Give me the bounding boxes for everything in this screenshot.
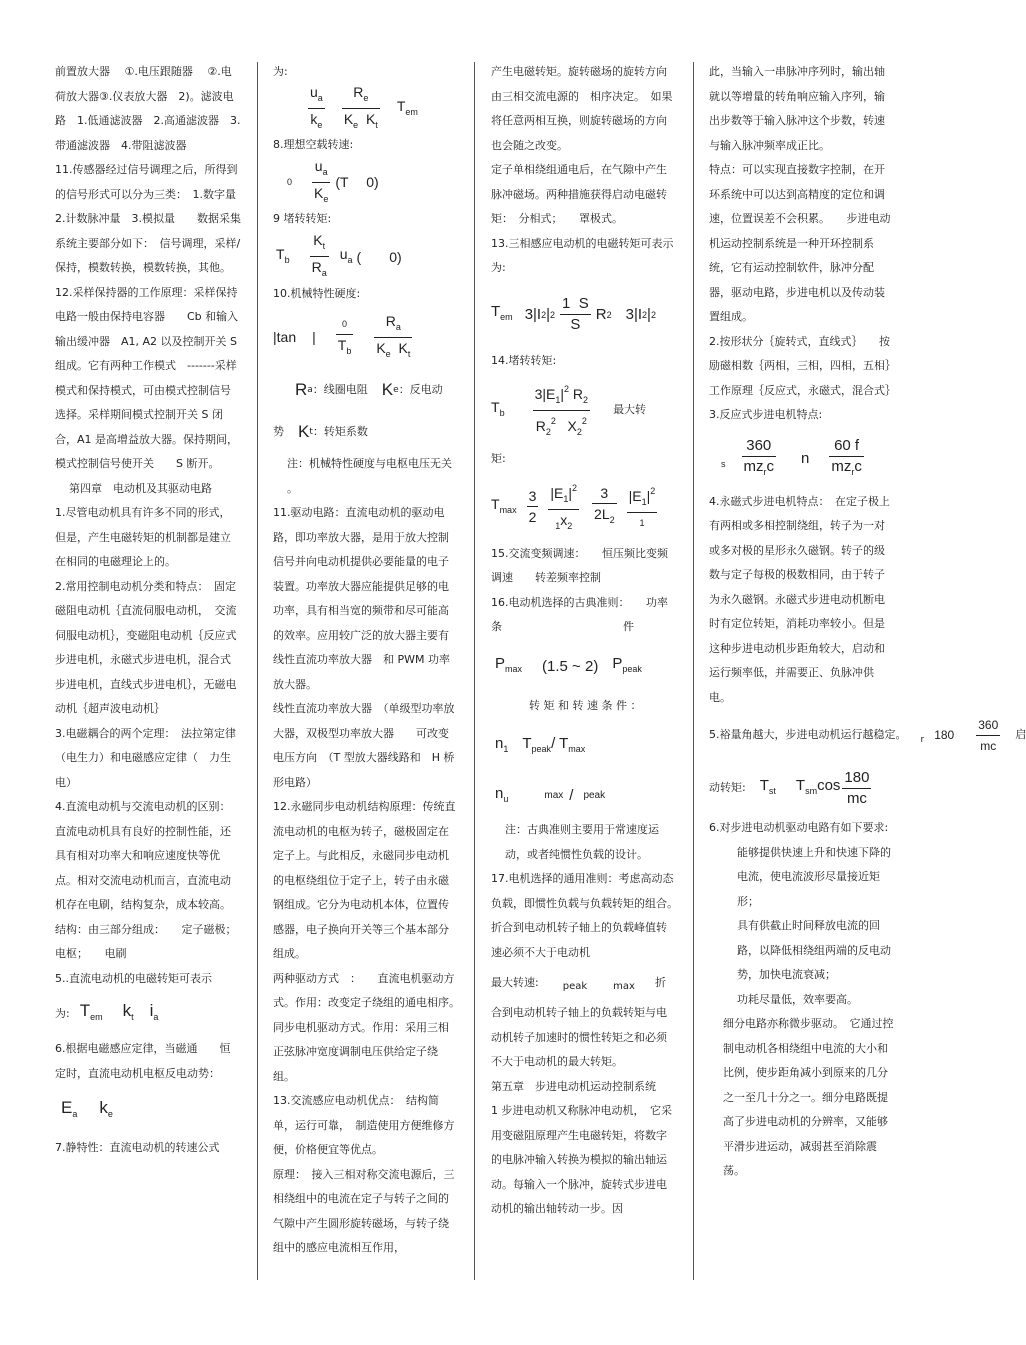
sym: T <box>491 495 500 512</box>
sym: / T <box>551 734 569 752</box>
sym: K <box>398 339 408 356</box>
text: 最大转速: <box>491 975 539 989</box>
sym: |E <box>550 484 564 501</box>
sym: 3 <box>625 305 634 323</box>
sym: E <box>61 1098 73 1117</box>
sym: X <box>567 417 577 434</box>
sym: k <box>99 1098 108 1117</box>
eq-term <box>551 735 585 758</box>
sym: | <box>646 487 651 504</box>
sym: max <box>568 743 586 754</box>
sym: 1 <box>641 496 647 507</box>
sym: n <box>495 784 504 802</box>
paragraph: 11.驱动电路：直流电动机的驱动电路，即功率放大器，是用于放大控制信号并向电动机提供必要能量的电子装置。功率放大器应能提供足够的电功率，具有相当宽的频带和尽可能高的效率。应用较广泛的放大器主要有 线性直流功率放大器 和 PWM 功率放大器。 <box>273 506 450 691</box>
sym: 0 <box>287 177 293 187</box>
eq-term <box>495 785 508 808</box>
sym: 2 <box>541 309 547 320</box>
paragraph: 细分电路亦称微步驱动。 它通过控制电动机各相绕组中电流的大小和比例，使步距角减小到原来的几分之一至几十分之一。细分电路既提高了步进电动机的分辨率，又能够平滑步进运动，减弱甚至消除震荡。 <box>723 1017 894 1177</box>
fraction <box>842 769 871 808</box>
sym: 3 <box>534 385 543 402</box>
text: 势 <box>273 424 284 438</box>
sym: K <box>365 111 376 127</box>
fraction <box>312 157 330 208</box>
equation-ea <box>55 1086 241 1136</box>
eq-term <box>612 655 642 678</box>
paragraph: 原理： 接入三相对称交流电源后，三相绕组中的电流在定子与转子之间的气隙中产生圆形旋转磁场，与转子绕组中的感应电流相互作用， <box>273 1167 455 1254</box>
sym: k <box>310 111 318 127</box>
sym: T <box>522 734 532 752</box>
sym: 2 <box>642 309 648 320</box>
column-1 <box>55 60 247 1161</box>
paragraph: 注：古典准则主要用于常速度运动，或者纯惯性负载的设计。 <box>505 823 659 861</box>
sym: a <box>72 1109 78 1119</box>
sym: 1 <box>555 520 561 531</box>
column-divider <box>474 62 475 1280</box>
sym: T <box>795 776 806 794</box>
paragraph: 6.对步进电动机驱动电路有如下要求: <box>709 821 889 834</box>
sym: | <box>568 484 573 501</box>
sym: |tan <box>273 329 297 345</box>
sym: n <box>801 449 810 467</box>
paragraph: 注：机械特性硬度与电枢电压无关 。 <box>287 457 452 495</box>
sym: K <box>343 111 354 127</box>
equation-noload <box>287 157 456 207</box>
sym: e <box>393 384 399 395</box>
paragraph: 9 堵转转矩: <box>273 212 332 225</box>
sym: a <box>395 321 401 332</box>
fraction <box>829 437 864 481</box>
sym: 60 f <box>829 437 864 457</box>
sym: r <box>851 466 855 477</box>
sym: P <box>495 655 506 672</box>
text: 启 <box>1015 727 1026 741</box>
sym: T <box>491 399 500 415</box>
paragraph: 1 步进电动机又称脉冲电动机， 它采用变磁阻原理产生电磁转矩，将数字的电脉冲输入转换为模拟的输出轴运动。每输入一个脉冲，旋转式步进电动机的输出轴转动一步。因 <box>491 1104 672 1215</box>
eq-term <box>491 398 505 422</box>
paragraph: 13.三相感应电动机的电磁转矩可表示为: <box>491 236 674 274</box>
equation-tb-induction <box>491 373 677 447</box>
chapter-heading: 第四章 电动机及其驱动电路 <box>69 481 212 495</box>
sym: 2 <box>609 515 615 525</box>
eq-term <box>491 495 517 519</box>
sym: e <box>107 1109 113 1119</box>
sym: 1 <box>555 394 561 405</box>
max-speed-line <box>491 965 677 1001</box>
eq-term <box>522 735 551 758</box>
sym: | <box>546 305 551 323</box>
sym: a <box>322 166 328 177</box>
eq-term <box>61 1099 77 1123</box>
paragraph: 功耗尽量低，效率要高。 <box>737 992 858 1006</box>
sym: 2 <box>567 520 573 531</box>
sym: 180 <box>842 769 871 789</box>
sym: c <box>854 457 862 475</box>
sym: peak <box>531 743 552 754</box>
sym: t <box>407 348 411 359</box>
sym: i <box>149 1001 154 1020</box>
fraction <box>527 487 539 526</box>
sym: sm <box>805 785 818 796</box>
sym: t <box>131 1012 134 1022</box>
sym: 3 <box>527 487 539 507</box>
sym: mc <box>980 738 997 753</box>
sym: T <box>396 97 406 114</box>
equation-hardness <box>273 306 456 368</box>
margin-angle-line <box>709 710 1026 760</box>
paragraph: 16.电动机选择的古典准则： 功率条 件 <box>491 595 668 633</box>
sym: u <box>310 84 318 100</box>
fraction <box>742 437 777 481</box>
sym: u <box>503 793 509 804</box>
fraction <box>976 716 1000 755</box>
sym: K <box>314 184 324 201</box>
sym: a <box>347 254 353 265</box>
sym: |I <box>633 305 643 323</box>
sym: T <box>491 303 501 320</box>
sym: peak <box>583 790 606 801</box>
sym: 2 <box>650 309 656 320</box>
sym: / <box>569 787 574 804</box>
eq-term <box>123 1002 134 1026</box>
sym: 3 <box>524 305 534 323</box>
sym: S <box>578 295 589 312</box>
paragraph: 转 矩 和 转 速 条 件 ： <box>529 698 642 712</box>
equation-tem-induction <box>491 281 677 349</box>
sym: st <box>768 785 776 796</box>
paragraph: 具有供截止时间释放电流的回路，以降低相绕组两端的反电动势，加快电流衰减； <box>737 919 891 981</box>
column-3 <box>491 60 684 1222</box>
sym: 360 <box>742 437 777 457</box>
sym: b <box>499 408 505 418</box>
legend-ra-ke <box>295 368 456 412</box>
sym: a <box>317 93 323 103</box>
text: ：转矩系数 <box>312 424 368 438</box>
fraction <box>308 83 325 134</box>
equation-nu <box>495 774 677 818</box>
sym: em <box>405 106 418 117</box>
sym: 2 <box>650 485 656 496</box>
sym: R <box>353 84 364 100</box>
eq-term <box>340 245 353 269</box>
paragraph: 2.按形状分｛旋转式，直线式｝ 按励磁相数｛两相，三相，四相，五相｝工作原理｛反应式，永磁式，混合式｝ <box>709 334 896 397</box>
sym: peak <box>562 980 588 992</box>
sym: 180 <box>934 728 955 742</box>
sym: 2 <box>550 415 556 426</box>
text: 矩: <box>491 452 506 465</box>
sym: T <box>276 245 285 262</box>
sym: R <box>535 417 546 434</box>
equation-tst <box>709 760 895 816</box>
fraction <box>533 380 590 441</box>
sym: K <box>298 422 310 441</box>
sym: r <box>920 734 925 745</box>
paragraph: 3.反应式步进电机特点: <box>709 408 823 421</box>
sym: 0 <box>336 315 354 335</box>
sym: peak <box>622 664 642 674</box>
paragraph: 13.交流感应电动机优点： 结构简单，运行可靠， 制造使用方便维修方便，价格便宜等优点。 <box>273 1094 455 1156</box>
fraction <box>592 484 617 529</box>
eq-term <box>150 1002 159 1026</box>
equation-tem <box>55 991 241 1037</box>
eq-term <box>495 735 508 758</box>
paragraph: 结构：由三部分组成： 定子磁极； 电枢； 电刷 <box>55 922 242 960</box>
sym: K <box>313 232 323 248</box>
eq-term <box>760 777 776 800</box>
sym: ( 0) <box>356 248 402 265</box>
sym: |I <box>533 305 542 323</box>
sym: 360 <box>976 716 1000 736</box>
text: 5.裕量角越大，步进电动机运行越稳定。 <box>709 727 907 741</box>
sym: (1.5 ~ 2) <box>542 657 599 675</box>
sym: R <box>311 259 322 275</box>
sym: T <box>337 336 347 353</box>
sym: b <box>346 345 352 356</box>
paragraph: 前置放大器 ①.电压跟随器 ②.电荷放大器③.仪表放大器 2)。滤波电路 1.低通滤波器 2.高通滤波器 3.带通滤波器 4.带阻滤波器 <box>55 65 241 152</box>
sym: e <box>317 120 323 130</box>
sym: 2 <box>572 482 578 493</box>
column-divider <box>693 62 694 1280</box>
sym: u <box>314 157 323 174</box>
sym: R <box>295 380 308 399</box>
equation-stall <box>276 232 456 282</box>
sym: e <box>385 348 391 359</box>
column-4 <box>709 60 1026 1184</box>
sym: s <box>721 458 726 469</box>
paragraph: 12.采样保持器的工作原理：采样保持电路一般由保持电容器 Cb 和输入输出缓冲器 A1, A2 以及控制开关 S 组成。它有两种工作模式 -------采样模式和保持模式，可由模式控制信号选择。采样期间模式控制开关 S 闭合，A1 是高增益放大器。保持期间，模式控制信号使开关 S 断开。 <box>55 285 239 470</box>
sym: cos <box>817 776 841 794</box>
equation-tmax <box>491 472 677 542</box>
paragraph: 线性直流功率放大器 （单级型功率放大器，双极型功率放大器 可改变电压方向 （T 型放大器线路和 H 桥形电路） <box>273 702 455 789</box>
sym: S <box>570 316 581 333</box>
sym: | <box>647 305 651 323</box>
sym: | <box>312 329 316 345</box>
sym: em <box>500 312 513 322</box>
equation-step-angle <box>709 428 895 490</box>
sym: t <box>309 426 313 437</box>
paragraph: 特点：可以实现直接数字控制，在开环系统中可以达到高精度的定位和调速，位置误差不会积累。 步进电动机运动控制系统是一种开环控制系统，它有运动控制软件，脉冲分配器，驱动电路，步进电机以及传动装置组成。 <box>709 163 891 323</box>
eq-term <box>491 303 513 326</box>
paragraph: 两种驱动方式 ： 直流电机驱动方式。作用：改变定子绕组的通电相序。 同步电机驱动方式。作用：采用三相正弦脉冲宽度调制电压供给定子绕组。 <box>273 971 466 1083</box>
fraction <box>342 83 380 134</box>
sym: max <box>499 504 517 515</box>
sym: mc <box>846 789 867 807</box>
sym: mz <box>831 457 852 475</box>
sym: u <box>339 245 348 262</box>
sym: 2 <box>606 309 612 320</box>
paragraph: 3.电磁耦合的两个定理： 法拉第定律（电生力）和电磁感应定律（ 力生电） <box>55 726 236 789</box>
sym: |E <box>542 385 556 402</box>
text: ：线圈电阻 <box>312 382 368 396</box>
sym: n <box>495 734 504 752</box>
sym: K <box>381 380 394 399</box>
fraction <box>627 482 658 532</box>
sym: a <box>321 268 327 278</box>
sym: k <box>122 1001 132 1020</box>
sym: | <box>560 385 565 402</box>
text: 动转矩: <box>709 780 746 794</box>
text: 最大转 <box>613 403 647 416</box>
eq-term <box>276 245 290 269</box>
column-divider <box>257 62 258 1280</box>
paragraph: 2.常用控制电动机分类和特点： 固定磁阻电动机｛直流伺服电动机， 交流伺服电动机｝，变磁阻电动机｛反应式步进电机，永磁式步进电机，混合式步进电机，直线式步进电机｝，无磁电动机｛超声波电动机｝ <box>55 579 237 715</box>
legend-kt <box>273 412 456 452</box>
paragraph: 15.交流变频调速： 恒压频比变频调速 转差频率控制 <box>491 546 668 584</box>
eq-term <box>397 97 418 121</box>
paragraph: 14.堵转转矩: <box>491 353 557 367</box>
sym: em <box>90 1012 103 1022</box>
sym: c <box>766 457 774 475</box>
paragraph: 8.理想空载转速: <box>273 137 354 151</box>
sym: R <box>385 312 396 329</box>
sym: 2 <box>583 394 589 405</box>
sym: |E <box>628 487 642 504</box>
paragraph: 10.机械特性硬度: <box>273 286 361 300</box>
sym: max <box>544 790 564 801</box>
sym: 2 <box>528 509 537 525</box>
sym: r <box>763 466 767 477</box>
paragraph: 定子单相绕组通电后，在气隙中产生脉冲磁场。两种措施获得启动电磁转矩： 分相式； 罩极式。 <box>491 163 667 225</box>
sym: b <box>284 254 290 265</box>
column-2 <box>273 60 466 1261</box>
paragraph: 产生电磁转矩。旋转磁场的旋转方向由三相交流电源的 相序决定。 如果将任意两相互换，则旋转磁场的方向也会随之改变。 <box>491 65 673 152</box>
equation-speed <box>303 85 456 133</box>
paragraph: 11.传感器经过信号调理之后，所得到的信号形式可以分为三类： 1.数字量 2.计数脉冲量 3.模拟量 数据采集系统主要部分如下： 信号调理，采样/保持，模数转换，模数转换，其他。 <box>55 163 247 274</box>
sym: 1 <box>503 743 509 754</box>
fraction <box>374 312 412 363</box>
paragraph: 12.永磁同步电动机结构原理：传统直流电动机的电枢为转子，磁极固定在定子上。与此相反，永磁同步电动机的电枢绕组位于定子上，转子由永磁钢组成。它分为电动机本体，位置传感器，电子换向开关等三个基本部分组成。 <box>273 800 456 960</box>
sym: mz <box>743 457 764 475</box>
fraction <box>310 231 329 282</box>
paragraph: 4.永磁式步进电机特点： 在定子极上有两相或多相控制绕组，转子为一对或多对极的星形永久磁钢。转子的级数与定子每极的极数相同，由于转子为永久磁钢。永磁式步进电动机断电时有定位转矩，消耗功率较小。但是这种步进电动机步距角较大，启动和运行频率低，并需要正、负脉冲供电。 <box>709 494 890 704</box>
sym: P <box>612 655 623 672</box>
sym: 3 <box>592 484 617 504</box>
text: 为: <box>273 65 288 78</box>
sym: T <box>79 1001 91 1020</box>
chapter-heading: 第五章 步进电动机运动控制系统 <box>491 1079 656 1093</box>
fraction <box>336 315 354 360</box>
paragraph: 6.根据电磁感应定律，当磁通 恒定时，直流电动机电枢反电动势： <box>55 1042 231 1080</box>
sym: t <box>322 241 326 251</box>
eq-term <box>495 655 522 678</box>
sym: e <box>353 120 359 130</box>
eq-term <box>796 777 841 800</box>
eq-term <box>80 1002 103 1026</box>
sym: (T 0) <box>335 174 379 190</box>
sym: R <box>595 305 607 323</box>
text: 折 <box>654 975 666 989</box>
equation-pmax <box>495 640 677 694</box>
sym: a <box>307 384 313 395</box>
fraction <box>548 479 579 535</box>
sym: e <box>323 193 329 204</box>
sym: 2L <box>594 506 610 522</box>
sym: 1 <box>562 295 571 312</box>
paragraph: 5..直流电动机的电磁转矩可表示 <box>55 971 212 985</box>
fraction <box>560 295 591 334</box>
sym: 2 <box>564 383 570 394</box>
paragraph: 能够提供快速上升和快速下降的电流，使电流波形尽量接近矩形； <box>737 845 891 908</box>
sym: 1 <box>563 493 569 504</box>
sym: R <box>572 385 584 402</box>
eq-term <box>99 1099 113 1123</box>
sym: max <box>613 980 635 992</box>
sym: e <box>363 93 369 103</box>
equation-n1 <box>495 718 677 774</box>
text: ：反电动 <box>398 382 443 396</box>
sym: 1 <box>639 517 645 528</box>
paragraph: 4.直流电动机与交流电动机的区别：直流电动机具有良好的控制性能，还具有相对功率大和响应速度快等优点。相对交流电动机而言，直流电动机存在电刷，结构复杂，成本较高。 <box>55 800 231 911</box>
sym: t <box>375 120 378 130</box>
sym: x <box>560 511 568 528</box>
paragraph: 合到电动机转子轴上的负载转矩与电动机转子加速时的惯性转矩之和必须不大于电动机的最大转矩。 <box>491 1006 667 1068</box>
sym: a <box>153 1012 159 1022</box>
paragraph: 1.尽管电动机具有许多不同的形式，但是，产生电磁转矩的机制都是建立在相同的电磁理论上的。 <box>55 506 231 568</box>
paragraph: 7.静特性：直流电动机的转速公式 <box>55 1141 220 1154</box>
paragraph: 17.电机选择的通用准则：考虑高动态负载，即惯性负载与负载转矩的组合。 折合到电动机转子轴上的负载峰值转速必须不大于电动机 <box>491 872 684 959</box>
paragraph: 此，当输入一串脉冲序列时，输出轴就以等增量的转角响应输入序列，输出步数等于输入脉冲这个步数，转速与输入脉冲频率成正比。 <box>709 65 885 152</box>
sym: K <box>376 339 386 356</box>
sym: max <box>505 664 523 674</box>
sym: 2 <box>550 309 556 320</box>
text: 为: <box>55 1006 70 1020</box>
sym: 2 <box>545 426 551 437</box>
sym: T <box>759 776 769 794</box>
sym: 2 <box>581 415 587 426</box>
sym: 2 <box>576 426 582 437</box>
